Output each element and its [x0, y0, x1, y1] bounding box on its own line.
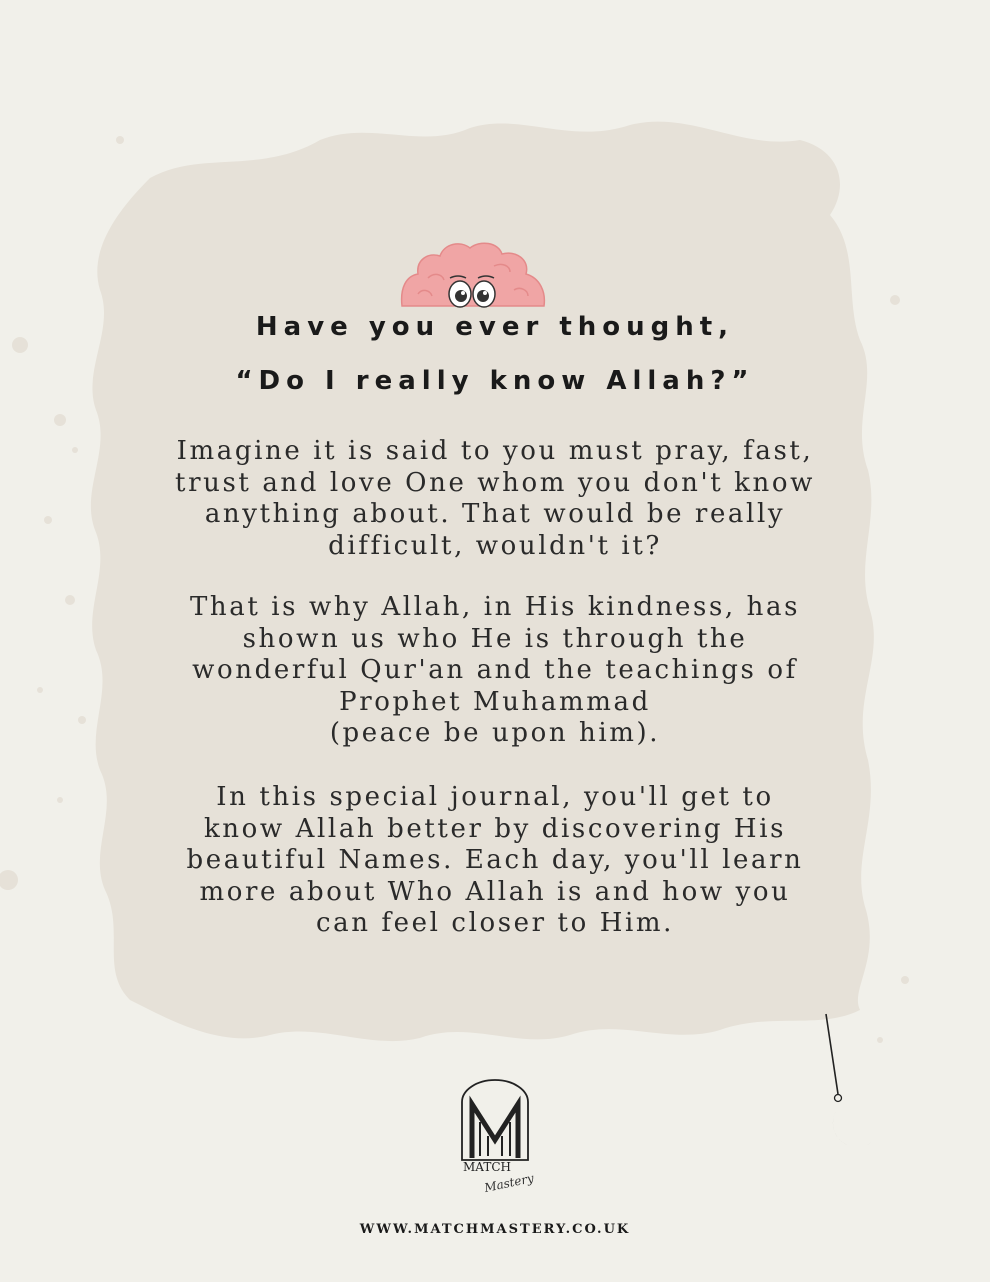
hanging-crescent-moon-icon [812, 1010, 882, 1170]
brain-mascot-icon [398, 238, 548, 308]
paragraph-journal: In this special journal, you'll get to know Allah better by discovering His beautiful Names. Each day, you'll learn more about Who Allah is and how you can feel closer to Him. [186, 782, 804, 938]
logo-wordmark: MATCH [463, 1160, 511, 1174]
paragraph-kindness: That is why Allah, in His kindness, has shown us who He is through the wonderful Qur'an and the teachings of Prophet Muhammad (peace be upon him). [189, 592, 801, 748]
heading-line-1: Have you ever thought, [255, 312, 735, 342]
website-link[interactable]: WWW.MATCHMASTERY.CO.UK [359, 1222, 631, 1237]
logo-script-text: Mastery [483, 1170, 535, 1196]
heading-line-2: “Do I really know Allah?” [235, 366, 755, 396]
paragraph-intro: Imagine it is said to you must pray, fast, trust and love One whom you don't know anything about. That would be really difficult, wouldn't it? [175, 436, 815, 561]
